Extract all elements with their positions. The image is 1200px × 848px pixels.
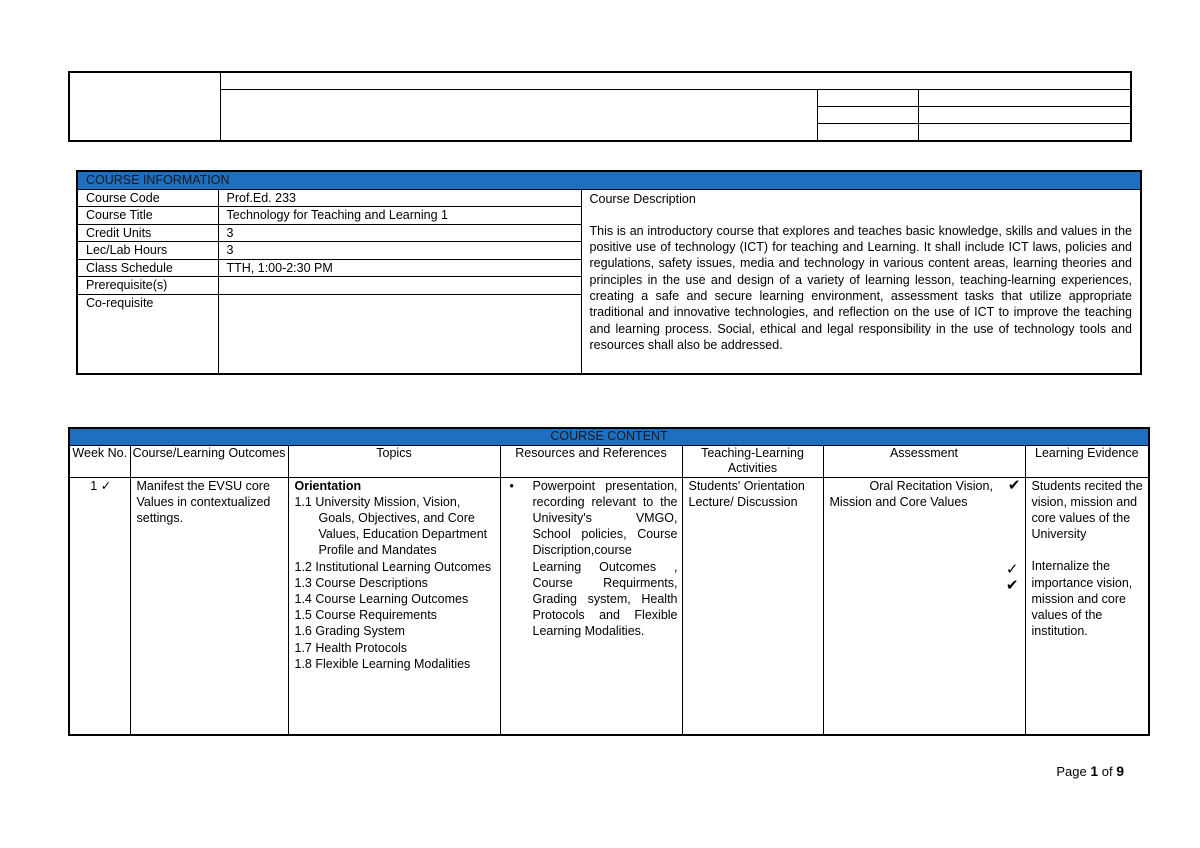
activities-cell: Students' Orientation Lecture/ Discussion — [682, 477, 823, 735]
course-description-cell — [581, 189, 1141, 374]
of-word: of — [1101, 764, 1113, 779]
check-icon: ✔ — [1005, 576, 1019, 594]
col-header-outcomes: Course/Learning Outcomes — [130, 445, 288, 477]
header-meta-value-cell — [918, 124, 1131, 142]
page-current: 1 — [1090, 763, 1099, 779]
lec-lab-hours-value: 3 — [218, 242, 581, 260]
header-meta-label-cell — [817, 124, 918, 142]
bullet-icon: • — [509, 478, 514, 493]
topic-item: 1.5 Course Requirements — [294, 608, 437, 623]
topic-item: 1.1 University Mission, Vision, Goals, Objectives, and Core Values, Education Department Profile and Mandates — [294, 494, 488, 558]
course-content-table — [68, 427, 1150, 736]
header-meta-value-cell — [918, 90, 1131, 107]
class-schedule-value: TTH, 1:00-2:30 PM — [218, 259, 581, 277]
header-meta-label-cell — [817, 107, 918, 124]
resources-cell — [500, 477, 682, 735]
topic-item: 1.3 Course Descriptions — [294, 575, 428, 590]
course-code-label: Course Code — [77, 189, 218, 207]
assessment-text: Oral Recitation Vision, Mission and Core Values — [829, 478, 993, 509]
course-description-text: This is an introductory course that explores and teaches basic knowledge, skills and values in the positive use of technology (ICT) for teaching and Learning. It shall include ICT laws, policies and regulations, safety issues, media and technology in various content areas, learning theories and principles in the use and design of a variety of learning lesson, teaching-learning experiences, creating a safe and secure learning environment, assessment tasks that utilize appropriate traditional and innovative technologies, and reflection on the use of ICT to improve the teaching and learning process. Social, ethical and legal responsibility in the use of technology tools and resources shall also be addressed. — [589, 223, 1133, 352]
page-word: Page — [1056, 764, 1087, 779]
topic-item: 1.2 Institutional Learning Outcomes — [294, 559, 492, 574]
topic-item: 1.4 Course Learning Outcomes — [294, 591, 469, 606]
corequisite-label: Co-requisite — [77, 294, 218, 374]
page-number — [1056, 763, 1124, 779]
corequisite-value — [218, 294, 581, 374]
lec-lab-hours-label: Lec/Lab Hours — [77, 242, 218, 260]
credit-units-value: 3 — [218, 224, 581, 242]
header-meta-label-cell — [817, 90, 918, 107]
topic-list — [295, 494, 496, 672]
credit-units-label: Credit Units — [77, 224, 218, 242]
logo-cell — [69, 72, 220, 141]
check-icon: ✓ — [1005, 560, 1019, 578]
outcome-cell: Manifest the EVSU core Values in contextualized settings. — [130, 477, 288, 735]
evidence-text: Internalize the importance vision, mission and core values of the institution. — [1031, 559, 1133, 639]
course-information-header: COURSE INFORMATION — [77, 171, 1141, 189]
topic-item: 1.6 Grading System — [294, 624, 405, 639]
topics-cell — [288, 477, 500, 735]
document-header-table — [68, 71, 1132, 142]
header-subtitle-cell — [220, 90, 817, 142]
evidence-cell — [1025, 477, 1149, 735]
header-title-cell — [220, 72, 1131, 90]
week-number: 1 — [90, 478, 98, 493]
col-header-topics: Topics — [288, 445, 500, 477]
course-content-header: COURSE CONTENT — [69, 428, 1149, 445]
header-meta-value-cell — [918, 107, 1131, 124]
check-icon: ✓ — [100, 478, 112, 493]
resources-text: Powerpoint presentation, recording relevant to the Univesity's VMGO, School policies, Course Discription,course Learning Outcomes , Course Requirments, Grading system, Health Protocols and Flexible Learning Modalities. — [532, 478, 678, 639]
prerequisite-value — [218, 277, 581, 295]
class-schedule-label: Class Schedule — [77, 259, 218, 277]
topic-item: 1.7 Health Protocols — [294, 640, 408, 655]
col-header-activities: Teaching-Learning Activities — [682, 445, 823, 477]
topic-title: Orientation — [294, 478, 362, 493]
assessment-cell — [823, 477, 1025, 735]
topic-item: 1.8 Flexible Learning Modalities — [294, 656, 471, 671]
week-cell — [69, 477, 130, 735]
evidence-text: Students recited the vision, mission and core values of the University — [1031, 478, 1143, 542]
col-header-assessment: Assessment — [823, 445, 1025, 477]
prerequisite-label: Prerequisite(s) — [77, 277, 218, 295]
course-title-label: Course Title — [77, 207, 218, 225]
course-code-value: Prof.Ed. 233 — [218, 189, 581, 207]
course-information-table — [76, 170, 1142, 375]
col-header-week: Week No. — [69, 445, 130, 477]
col-header-resources: Resources and References — [500, 445, 682, 477]
course-title-value: Technology for Teaching and Learning 1 — [218, 207, 581, 225]
check-icon: ✔ — [1007, 476, 1021, 494]
course-description-title: Course Description — [589, 191, 696, 206]
page-total: 9 — [1116, 763, 1124, 779]
col-header-evidence: Learning Evidence — [1025, 445, 1149, 477]
